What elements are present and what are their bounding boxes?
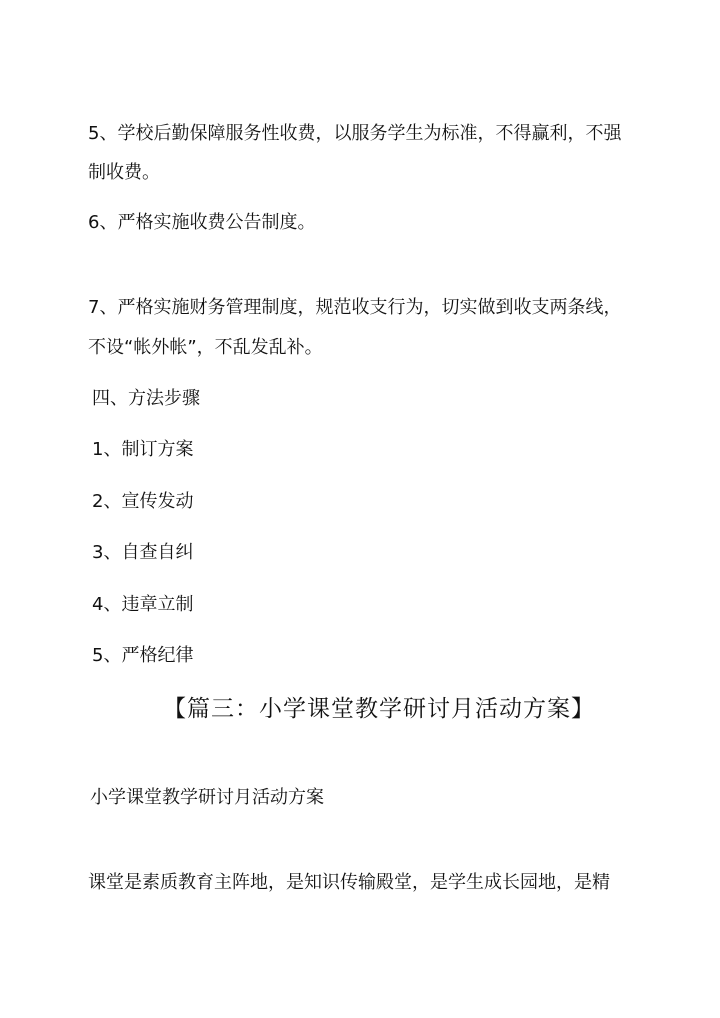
- body-paragraph-line-1: 课堂是素质教育主阵地，是知识传输殿堂，是学生成长园地，是精: [88, 872, 610, 893]
- paragraph-item-6: 6、严格实施收费公告制度。: [88, 212, 316, 233]
- chapter-title: 【篇三：小学课堂教学研讨月活动方案】: [163, 696, 595, 722]
- paragraph-item-5-line-2: 制收费。: [88, 162, 160, 183]
- paragraph-item-7-line-2: 不设“帐外帐”，不乱发乱补。: [88, 337, 323, 358]
- step-item-4: 4、违章立制: [92, 594, 194, 615]
- step-item-2: 2、宣传发动: [92, 491, 194, 512]
- step-item-5: 5、严格纪律: [92, 645, 194, 666]
- section-heading-methods: 四、方法步骤: [92, 388, 200, 409]
- paragraph-item-7-line-1: 7、严格实施财务管理制度，规范收支行为，切实做到收支两条线，: [88, 297, 622, 318]
- step-item-1: 1、制订方案: [92, 439, 194, 460]
- paragraph-item-5-line-1: 5、学校后勤保障服务性收费，以服务学生为标准，不得赢利，不强: [88, 123, 622, 144]
- subsection-title: 小学课堂教学研讨月活动方案: [90, 787, 324, 808]
- step-item-3: 3、自查自纠: [92, 542, 194, 563]
